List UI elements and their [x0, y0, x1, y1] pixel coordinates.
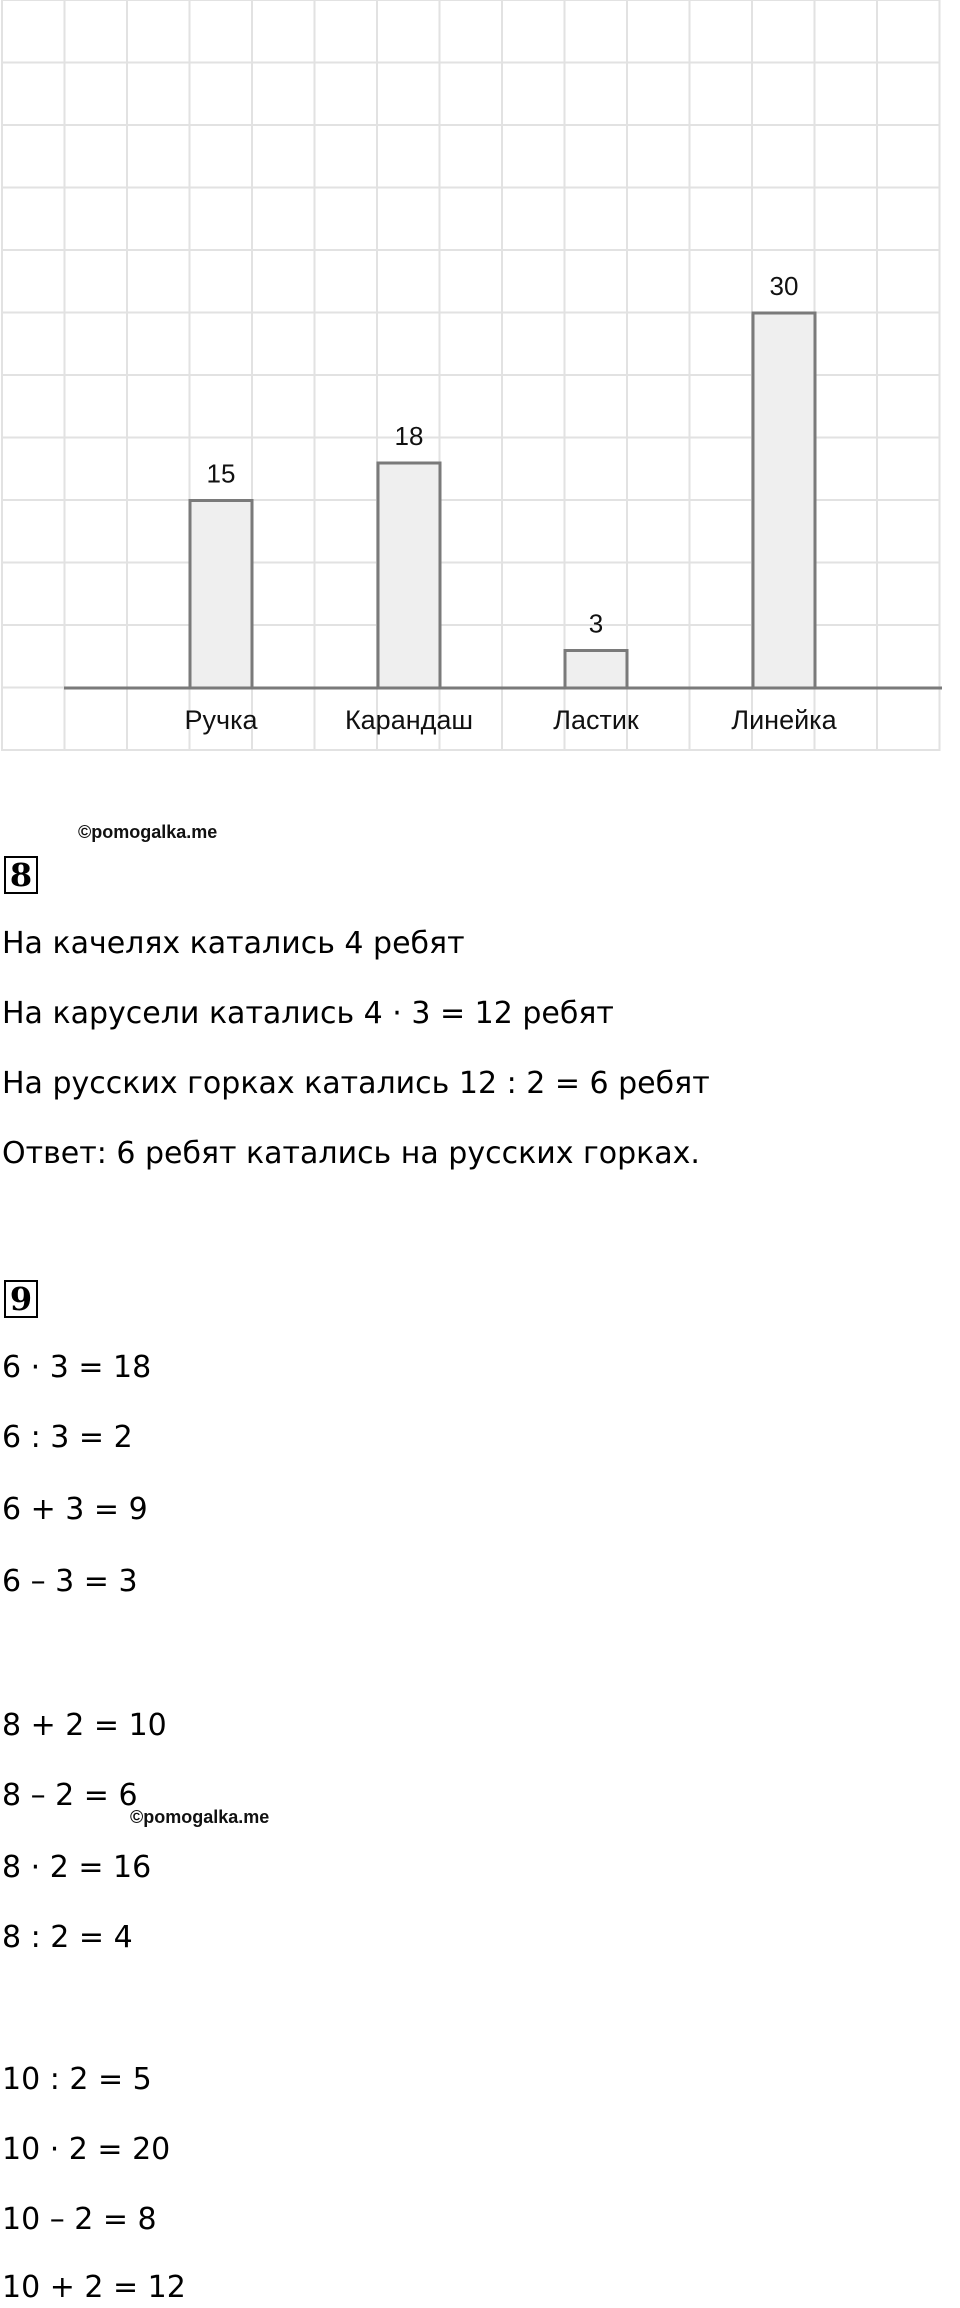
- category-label: Ручка: [184, 705, 258, 735]
- task-8-answer: Ответ: 6 ребят катались на русских горках.: [2, 1136, 700, 1171]
- data-label: 30: [769, 271, 799, 301]
- bar: [378, 463, 440, 688]
- category-label: Линейка: [731, 705, 837, 735]
- task-8-line: На качелях катались 4 ребят: [2, 926, 465, 961]
- task-9-equation: 8 : 2 = 4: [2, 1920, 133, 1955]
- bar: [753, 313, 815, 688]
- watermark: ©pomogalka.me: [130, 1807, 270, 1827]
- task-9-number: 9: [4, 1280, 38, 1318]
- category-label: Карандаш: [344, 705, 474, 735]
- task-8-number: 8: [4, 856, 38, 894]
- data-label: 15: [206, 458, 236, 489]
- task-9-equation: 6 : 3 = 2: [2, 1420, 133, 1455]
- data-label: 3: [588, 608, 604, 639]
- task-9-equation: 10 · 2 = 20: [2, 2132, 171, 2167]
- task-9-equation: 10 : 2 = 5: [2, 2062, 152, 2097]
- task-9-equation: 8 · 2 = 16: [2, 1850, 152, 1885]
- data-label: 18: [394, 421, 424, 451]
- bar: [190, 501, 252, 689]
- task-9-equation: 8 – 2 = 6: [2, 1778, 138, 1813]
- task-9-equation: 6 + 3 = 9: [2, 1492, 148, 1527]
- task-9-equation: 10 + 2 = 12: [2, 2270, 186, 2305]
- bar-chart: [0, 0, 960, 760]
- task-9-equation: 8 + 2 = 10: [2, 1708, 167, 1743]
- watermark: ©pomogalka.me: [78, 822, 218, 842]
- task-9-equation: 6 – 3 = 3: [2, 1564, 138, 1599]
- category-label: Ластик: [553, 705, 639, 735]
- task-8-line: На карусели катались 4 · 3 = 12 ребят: [2, 996, 614, 1031]
- chart-labels: [185, 271, 838, 735]
- task-8-line: На русских горках катались 12 : 2 = 6 ребят: [2, 1066, 710, 1101]
- task-9-equation: 10 – 2 = 8: [2, 2202, 157, 2237]
- task-9-equation: 6 · 3 = 18: [2, 1350, 152, 1385]
- bar: [565, 651, 627, 689]
